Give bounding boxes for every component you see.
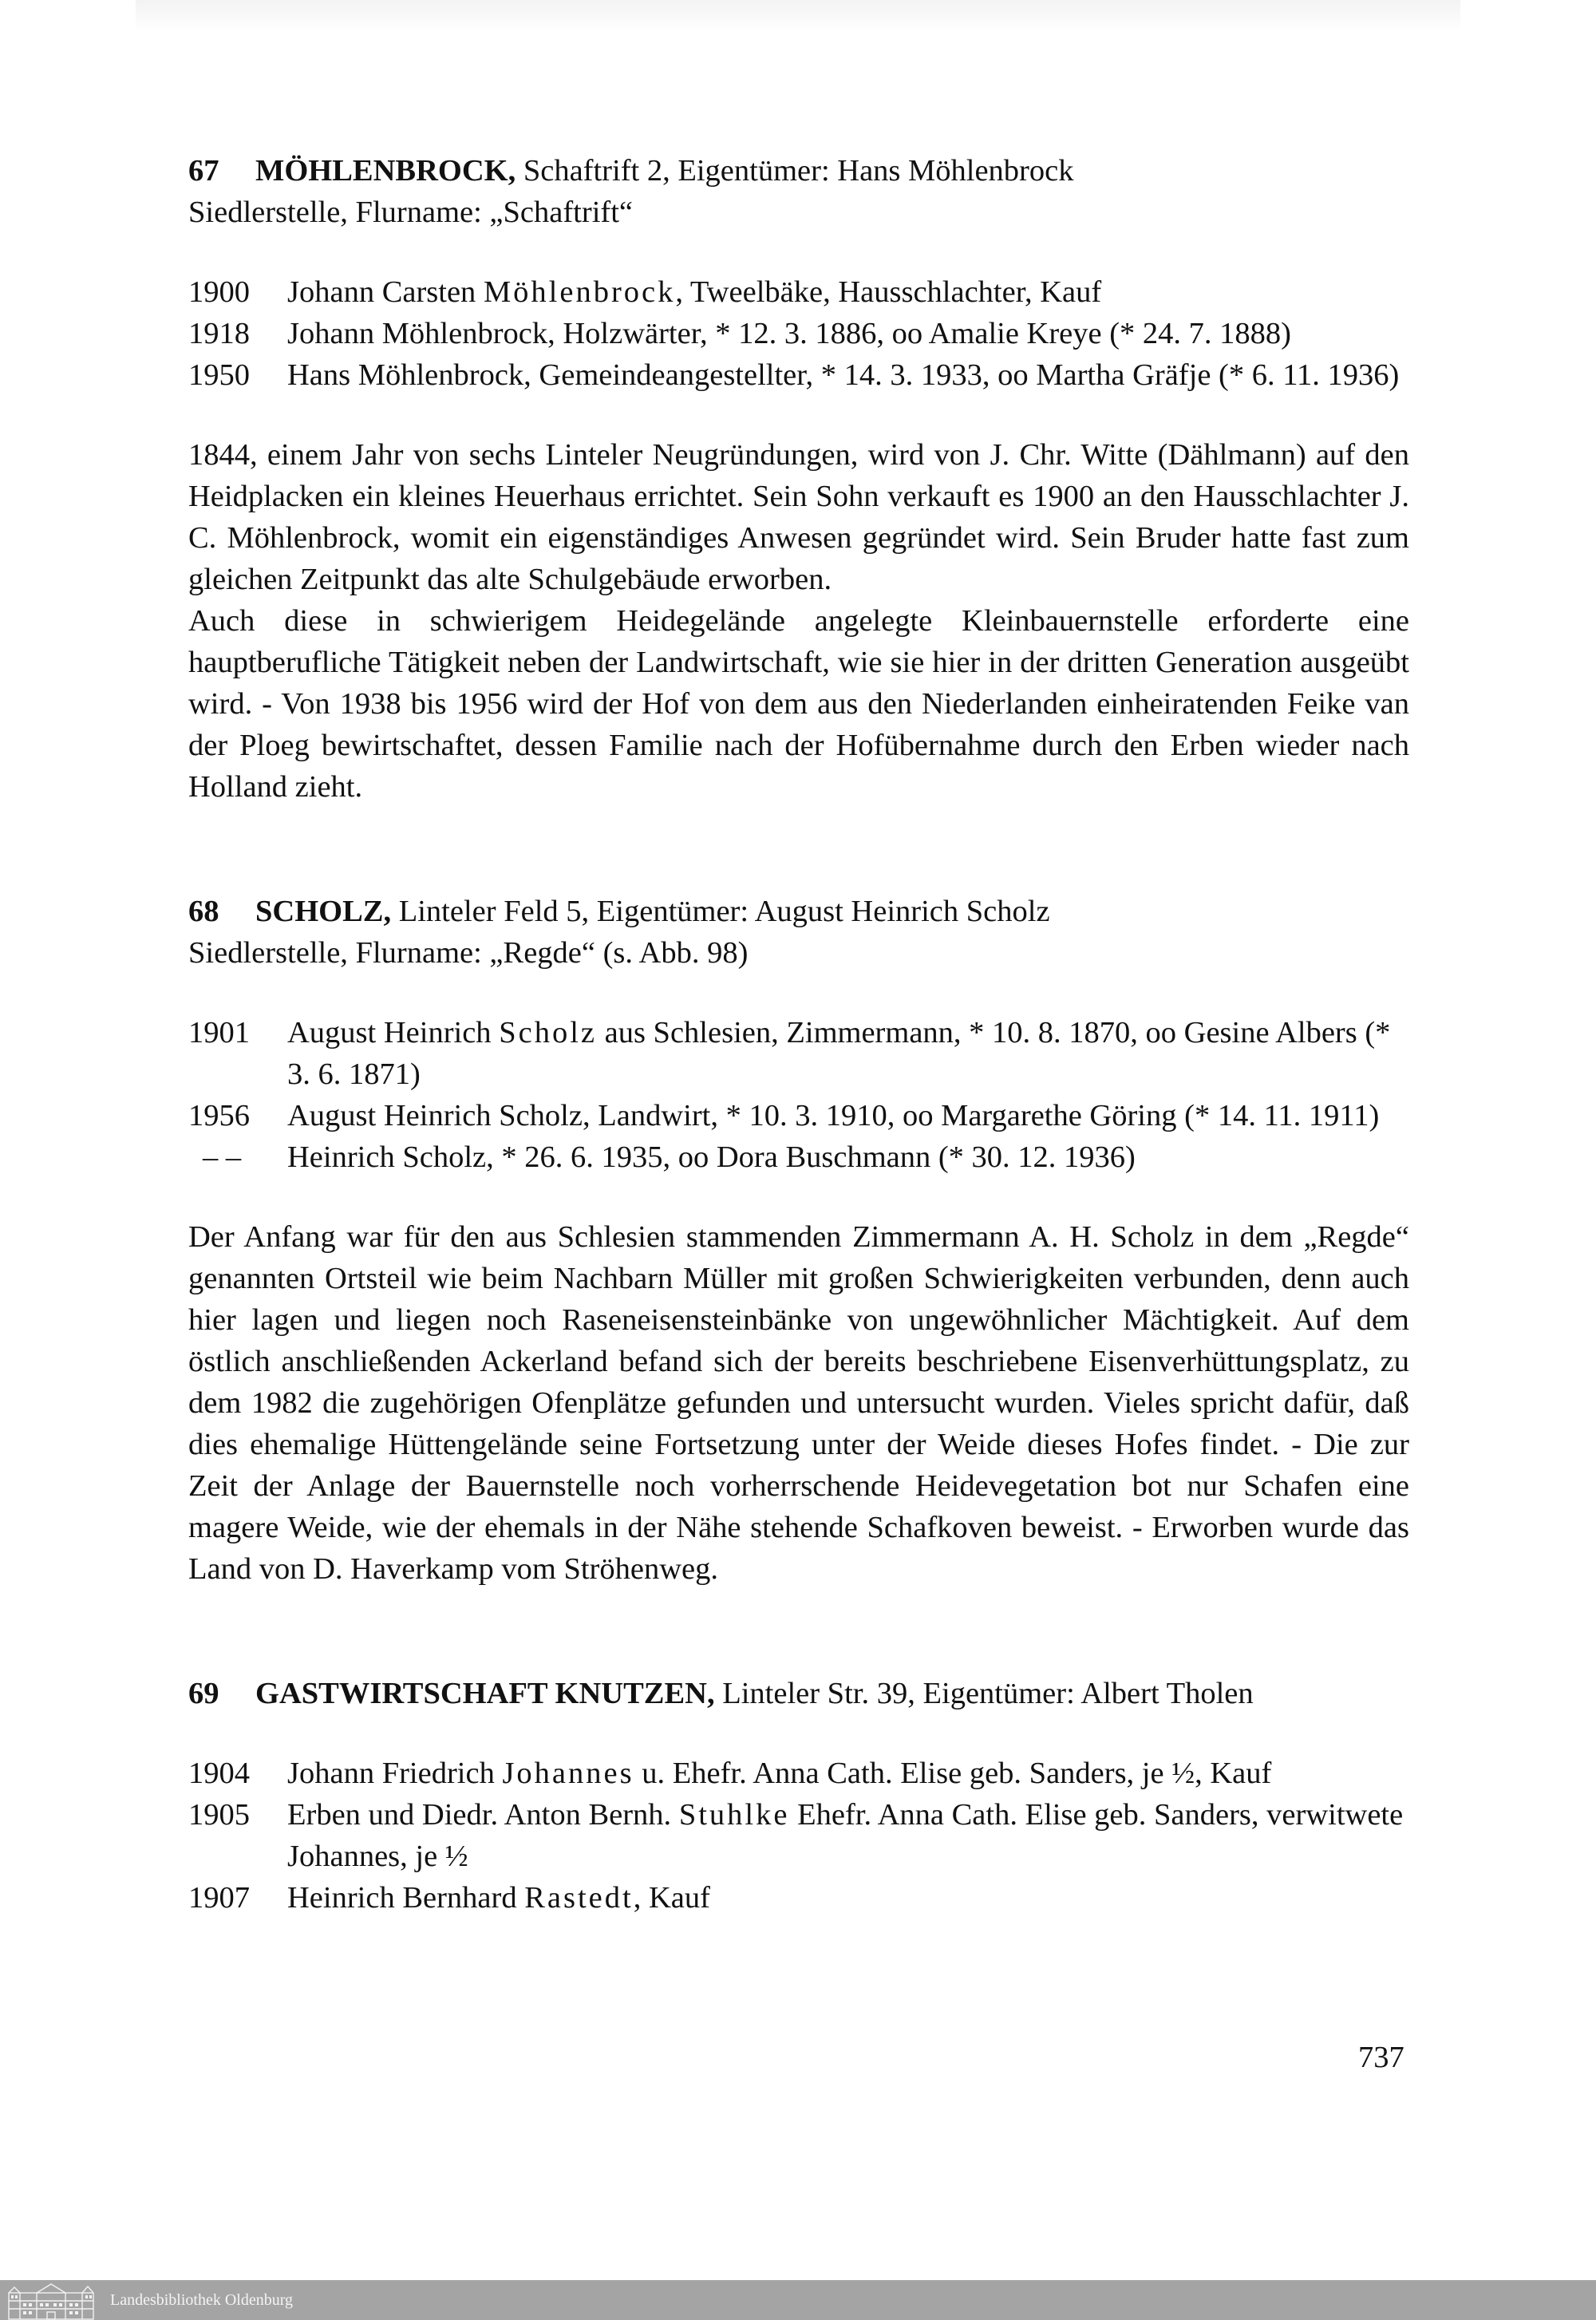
- owner-text-part: Johann Carsten: [287, 275, 484, 309]
- owner-text-part: Johann Friedrich: [287, 1757, 503, 1790]
- owner-surname-spaced: Möhlenbrock: [483, 275, 676, 309]
- scan-edge-shadow: [136, 0, 1460, 32]
- owner-text-part: August Heinrich: [287, 1016, 500, 1049]
- entry-subline: Siedlerstelle, Flurname: „Schaftrift“: [188, 196, 633, 229]
- entry-69: [188, 1673, 1409, 1919]
- owner-year: 1918: [188, 317, 250, 350]
- owner-text-part: , Tweelbäke, Hausschlachter, Kauf: [675, 275, 1102, 309]
- owner-surname-spaced: Rastedt: [524, 1881, 634, 1915]
- entry-address: Linteler Str. 39, Eigentümer: Albert Tholen: [714, 1677, 1254, 1710]
- owner-text: [287, 271, 1409, 313]
- entry-name: MÖHLENBROCK,: [255, 154, 516, 188]
- owner-year: 1901: [188, 1016, 250, 1049]
- owner-surname-spaced: Stuhlke: [678, 1798, 790, 1832]
- owner-surname-spaced: Johannes: [502, 1757, 634, 1790]
- owner-text: [287, 354, 1409, 396]
- entry-address: Linteler Feld 5, Eigentümer: August Heinrich Scholz: [391, 895, 1050, 928]
- owner-text-part: Heinrich Scholz, * 26. 6. 1935, oo Dora Buschmann (* 30. 12. 1936): [287, 1140, 1136, 1174]
- owner-row: [188, 1794, 1409, 1877]
- owner-year: 1900: [188, 275, 250, 309]
- entry-number: 68: [188, 895, 219, 928]
- owner-text-part: Hans Möhlenbrock, Gemeindeangestellter, * 14. 3. 1933, oo Martha Gräfje (* 6. 11. 1936): [287, 358, 1400, 392]
- owner-row: [188, 1095, 1409, 1136]
- library-building-icon: [6, 2283, 96, 2320]
- owner-row: [188, 313, 1409, 354]
- owner-row: [188, 1136, 1409, 1178]
- entry-heading: [188, 891, 1409, 932]
- entry-67: [188, 150, 1409, 808]
- owner-text-part: u. Ehefr. Anna Cath. Elise geb. Sanders, je ½, Kauf: [634, 1757, 1272, 1790]
- owner-row: [188, 1877, 1409, 1919]
- owner-row: [188, 354, 1409, 396]
- owner-text: [287, 313, 1409, 354]
- entry-subline: Siedlerstelle, Flurname: „Regde“ (s. Abb. 98): [188, 936, 749, 970]
- owner-text: [287, 1012, 1409, 1095]
- owner-text-part: Ehefr. Anna Cath. Elise geb. Sanders, verwitwete Johannes, je ½: [287, 1798, 1404, 1873]
- page-content: [188, 150, 1409, 1919]
- owner-text: [287, 1877, 1409, 1919]
- owner-year: 1956: [188, 1099, 250, 1132]
- owner-year: 1904: [188, 1757, 250, 1790]
- owner-list: [188, 271, 1409, 396]
- owner-text-part: , Kauf: [633, 1881, 710, 1915]
- owner-surname-spaced: Scholz: [499, 1016, 597, 1049]
- owner-text-part: August Heinrich Scholz, Landwirt, * 10. 3. 1910, oo Margarethe Göring (* 14. 11. 1911): [287, 1099, 1380, 1132]
- owner-row: [188, 271, 1409, 313]
- owner-text: [287, 1753, 1409, 1794]
- owner-row: [188, 1012, 1409, 1095]
- body-paragraph: Der Anfang war für den aus Schlesien stammenden Zimmermann A. H. Scholz in dem „Regde“ genannten Ortsteil wie beim Nachbarn Müller mit großen Schwierigkeiten verbunden, denn auch hier lagen und liegen noch Raseneisensteinbänke von ungewöhnlicher Mächtigkeit. Auf dem östlich anschließenden Ackerland befand sich der bereits beschriebene Eisenverhüttungsplatz, zu dem 1982 die zugehörigen Ofenplätze gefunden und untersucht wurden. Vieles spricht dafür, daß dies ehemalige Hüttengelände seine Fortsetzung unter der Weide dieses Hofes findet. - Die zur Zeit der Anlage der Bauernstelle noch vorherrschende Heidevegetation bot nur Schafen eine magere Weide, wie der ehemals in der Nähe stehende Schafkoven beweist. - Erworben wurde das Land von D. Haverkamp vom Ströhenweg.: [188, 1220, 1409, 1586]
- entry-address: Schaftrift 2, Eigentümer: Hans Möhlenbrock: [516, 154, 1074, 188]
- owner-list: [188, 1753, 1409, 1919]
- owner-year: – –: [203, 1140, 242, 1174]
- owner-text-part: Johann Möhlenbrock, Holzwärter, * 12. 3. 1886, oo Amalie Kreye (* 24. 7. 1888): [287, 317, 1291, 350]
- owner-text-part: aus Schlesien, Zimmermann, * 10. 8. 1870, oo Gesine Albers (* 3. 6. 1871): [287, 1016, 1391, 1091]
- owner-year: 1905: [188, 1798, 250, 1832]
- body-paragraph: Auch diese in schwierigem Heidegelände angelegte Kleinbauernstelle erforderte eine hauptberufliche Tätigkeit neben der Landwirtschaft, wie sie hier in der dritten Generation ausgeübt wird. - Von 1938 bis 1956 wird der Hof von dem aus den Niederlanden einheiratenden Feike van der Ploeg bewirtschaftet, dessen Familie nach der Hofübernahme durch den Erben wieder nach Holland zieht.: [188, 604, 1409, 804]
- owner-text: [287, 1095, 1409, 1136]
- entry-heading: [188, 150, 1409, 192]
- entry-name: SCHOLZ,: [255, 895, 392, 928]
- entry-heading: [188, 1673, 1409, 1714]
- owner-text-part: Heinrich Bernhard: [287, 1881, 525, 1915]
- entry-number: 69: [188, 1677, 219, 1710]
- entry-number: 67: [188, 154, 219, 188]
- owner-text: [287, 1136, 1409, 1178]
- owner-text-part: Erben und Diedr. Anton Bernh.: [287, 1798, 679, 1832]
- page-number: 737: [1358, 2041, 1404, 2074]
- owner-list: [188, 1012, 1409, 1178]
- library-name: Landesbibliothek Oldenburg: [110, 2290, 294, 2309]
- owner-year: 1907: [188, 1881, 250, 1915]
- owner-text: [287, 1794, 1409, 1877]
- owner-year: 1950: [188, 358, 250, 392]
- body-paragraph: 1844, einem Jahr von sechs Linteler Neugründungen, wird von J. Chr. Witte (Dählmann) auf den Heidplacken ein kleines Heuerhaus errichtet. Sein Sohn verkauft es 1900 an den Hausschlachter J. C. Möhlenbrock, womit ein eigenständiges Anwesen gegründet wird. Sein Bruder hatte fast zum gleichen Zeitpunkt das alte Schulgebäude erworben.: [188, 438, 1409, 596]
- entry-name: GASTWIRTSCHAFT KNUTZEN,: [255, 1677, 715, 1710]
- library-footer-bar: [0, 2280, 1596, 2320]
- entry-68: [188, 891, 1409, 1590]
- owner-row: [188, 1753, 1409, 1794]
